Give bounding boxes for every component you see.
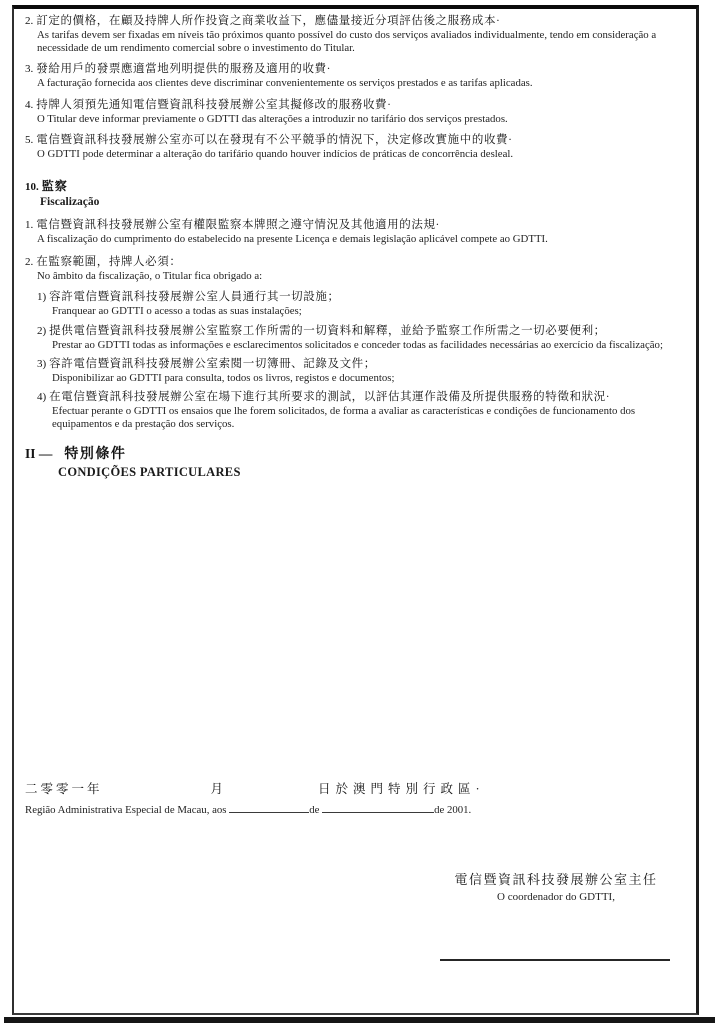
item-text-pt: A fiscalização do cumprimento do estabelecido na presente Licença e demais legislação aplicável compete ao GDTTI. <box>37 233 548 246</box>
signature-title-zh: 電信暨資訊科技發展辦公室主任 <box>454 872 658 887</box>
item-text-zh: 發給用戶的發票應適當地列明提供的服務及適用的收費· <box>36 63 332 76</box>
dateline-pt-de2: de 2001. <box>434 804 472 816</box>
item-text-zh: 電信暨資訊科技發展辦公室有權限監察本牌照之遵守情況及其他適用的法規· <box>36 219 440 232</box>
item-text-zh: 電信暨資訊科技發展辦公室亦可以在發現有不公平競爭的情況下，決定修改實施中的收費· <box>36 133 513 146</box>
item-text-zh: 訂定的價格，在顧及持牌人所作投資之商業收益下，應儘量接近分項評估後之服務成本· <box>36 15 501 27</box>
item-number: 4. <box>25 98 34 111</box>
item-number: 1. <box>25 219 34 232</box>
item-number: 2. <box>25 256 34 269</box>
subitem-text-pt: Disponibilizar ao GDTTI para consulta, todos os livros, registos e documentos; <box>52 371 395 384</box>
item-text-pt: As tarifas devem ser fixadas em níveis tão próximos quanto possível do custo dos serviços avaliados individualmente, tendo em consideração a necessidade de um rendimento comercial sobre o investimento do Titular. <box>37 29 657 55</box>
dateline-zh-year: 二零零一年 <box>25 782 103 796</box>
subitem-text-zh: 在電信暨資訊科技發展辦公室在場下進行其所要求的測試，以評估其運作設備及所提供服務的特徵和狀況· <box>49 391 611 404</box>
signature-title-pt: O coordenador do GDTTI, <box>497 891 615 903</box>
fiscal-subitem-1 <box>37 289 689 318</box>
item-number: 2. <box>25 15 34 27</box>
item-text-pt: O Titular deve informar previamente o GDTTI das alterações a introduzir no tarifário dos serviços prestados. <box>37 112 508 125</box>
blank-day-line <box>229 801 309 813</box>
fiscal-subitem-4 <box>37 389 689 431</box>
section-title-pt: CONDIÇÕES PARTICULARES <box>58 465 241 480</box>
subitem-text-pt: Franquear ao GDTTI o acesso a todas as suas instalações; <box>52 305 302 318</box>
subitem-text-pt: Prestar ao GDTTI todas as informações e esclarecimentos solicitados e conceder todas as facilidades necessárias ao exercício da fiscalização; <box>52 338 663 351</box>
section-number: 10. <box>25 181 39 194</box>
dateline-pt <box>25 801 689 816</box>
dateline <box>25 779 689 816</box>
item-text-pt: O GDTTI pode determinar a alteração do tarifário quando houver indícios de práticas de concorrência desleal. <box>37 147 514 160</box>
dateline-pt-de1: de <box>309 804 323 816</box>
subitem-text-zh: 容許電信暨資訊科技發展辦公室索閱一切簿冊、記錄及文件； <box>49 357 376 370</box>
dateline-zh <box>25 779 689 797</box>
section-2-heading <box>25 446 689 480</box>
dateline-pt-prefix: Região Administrativa Especial de Macau, aos <box>25 804 230 816</box>
subitem-number: 4) <box>37 391 47 404</box>
item-text-zh: 持牌人須預先通知電信暨資訊科技發展辦公室其擬修改的服務收費· <box>36 98 392 111</box>
subitem-text-zh: 容許電信暨資訊科技發展辦公室人員通行其一切設施； <box>49 291 340 304</box>
subitem-text-pt: Efectuar perante o GDTTI os ensaios que lhe forem solicitados, de forma a avaliar as características e condições de funcionamento dos equipamentos e da prestação dos serviços. <box>52 405 636 431</box>
fiscal-subitem-3 <box>37 356 689 385</box>
subitem-text-zh: 提供電信暨資訊科技發展辦公室監察工作所需的一切資料和解釋，並給予監察工作所需之一切必要便利； <box>49 324 606 337</box>
tariff-item-4 <box>25 97 689 126</box>
item-number: 5. <box>25 133 34 146</box>
subitem-number: 1) <box>37 291 47 304</box>
dateline-zh-rest: 日於澳門特別行政區· <box>318 782 485 796</box>
dateline-zh-month: 月 <box>210 782 227 796</box>
item-number: 3. <box>25 63 34 76</box>
blank-month-line <box>322 801 434 813</box>
item-text-zh: 在監察範圍，持牌人必須： <box>36 256 182 269</box>
signature-block <box>440 869 672 961</box>
section-title-pt: Fiscalização <box>40 196 100 209</box>
fiscal-item-1 <box>25 217 689 246</box>
section-10-heading <box>25 178 689 208</box>
fiscal-subitem-2 <box>37 323 689 352</box>
fiscal-item-2 <box>25 254 689 283</box>
tariff-item-5 <box>25 132 689 161</box>
main-text-block <box>25 13 689 480</box>
section-title-zh: 特別條件 <box>64 447 127 463</box>
item-text-pt: A facturação fornecida aos clientes deve discriminar convenientemente os serviços prestados e as tarifas aplicadas. <box>37 77 533 90</box>
item-text-pt: No âmbito da fiscalização, o Titular fica obrigado a: <box>37 270 263 283</box>
signature-line <box>440 959 670 961</box>
tariff-item-3 <box>25 61 689 90</box>
section-number: II — <box>25 446 53 462</box>
tariff-item-2 <box>25 13 689 55</box>
scan-edge-strip <box>4 1017 715 1023</box>
subitem-number: 3) <box>37 357 47 370</box>
section-title-zh: 監察 <box>41 179 68 194</box>
subitem-number: 2) <box>37 324 47 337</box>
